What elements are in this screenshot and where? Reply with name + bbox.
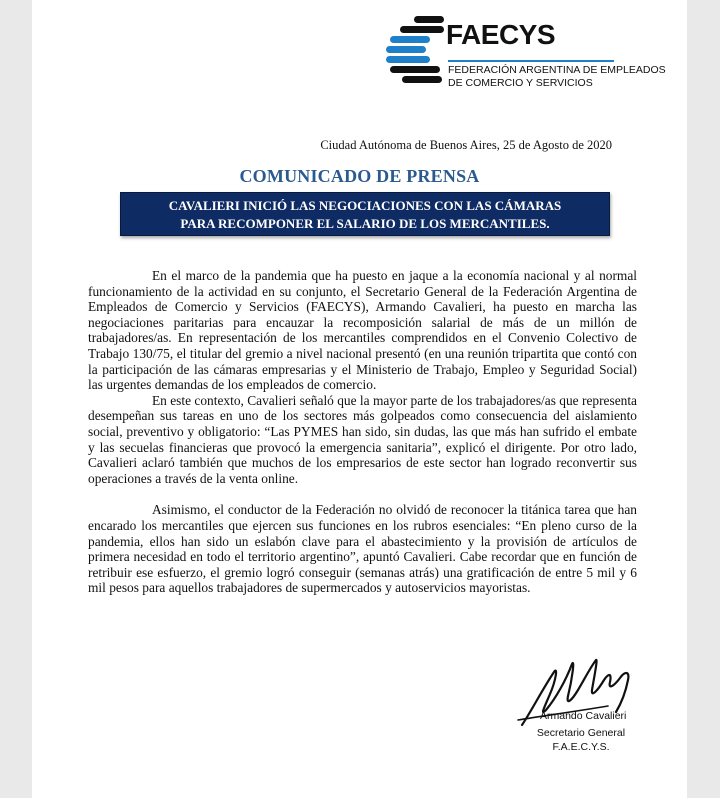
faecys-logo-icon — [384, 14, 446, 90]
signatory-role — [506, 726, 656, 754]
paragraph-2: En este contexto, Cavalieri señaló que la mayor parte de los trabajadores/as que representa desempeñan sus tareas en uno de los sectores más golpeados como consecuencia del aislamiento social, preventivo y obligatorio: “Las PYMES han sido, sin dudas, las que más han sufrido el embate y las secuelas financieras que provocó la emergencia sanitaria”, explicó el dirigente. Por otro lado, Cavalieri aclaró también que muchos de los empresarios de este sector han logrado reconvertir sus operaciones a través de la venta online. — [88, 392, 637, 486]
logo-subtitle-line2: DE COMERCIO Y SERVICIOS — [448, 76, 593, 89]
faecys-logo — [384, 14, 674, 94]
headline-box — [120, 192, 610, 236]
paragraph-3: Asimismo, el conductor de la Federación no olvidó de reconocer la titánica tarea que han encarado los mercantiles que ejercen sus funciones en los rubros esenciales: “En pleno curso de la pandemia, ellos han sido un eslabón clave para el abastecimiento y la provisión de artículos de primera necesidad en todo el territorio argentino”, apuntó Cavalieri. Cabe recordar que en función de retribuir ese esfuerzo, el gremio logró conseguir (semanas atrás) una gratificación de entre 5 mil y 6 mil pesos para aquellos trabajadores de supermercados y autoservicios mayoristas. — [88, 502, 637, 596]
signatory-name: Armando Cavalieri — [540, 710, 627, 722]
document-page — [32, 0, 687, 798]
headline-line1: CAVALIERI INICIÓ LAS NEGOCIACIONES CON LAS CÁMARAS — [168, 198, 562, 213]
logo-subtitle-line1: FEDERACIÓN ARGENTINA DE EMPLEADOS — [448, 64, 666, 76]
signatory-title: Secretario General — [536, 727, 626, 739]
logo-wordmark: FAECYS — [446, 19, 556, 50]
paragraph-1: En el marco de la pandemia que ha puesto en jaque a la economía nacional y al normal funcionamiento de la actividad en su conjunto, el Secretario General de la Federación Argentina de Empleados de Comercio y Servicios (FAECYS), Armando Cavalieri, ha puesto en marcha las negociaciones paritarias para encauzar la recomposición salarial de más de un millón de trabajadores/as. En representación de los mercantiles comprendidos en el Convenio Colectivo de Trabajo 130/75, el titular del gremio a nivel nacional presentó (en una reunión tripartita que contó con la participación de las cámaras empresarias y el Ministerio de Trabajo, Empleo y Seguridad Social) las urgentes demandas de los empleados de comercio. — [88, 268, 637, 393]
body-text — [88, 268, 637, 596]
press-title: COMUNICADO DE PRENSA — [239, 166, 480, 186]
signatory-org: F.A.E.C.Y.S. — [552, 741, 610, 753]
logo-subtitle — [448, 64, 666, 89]
logo-rule — [448, 60, 614, 62]
dateline: Ciudad Autónoma de Buenos Aires, 25 de Agosto de 2020 — [320, 138, 612, 152]
headline-line2: PARA RECOMPONER EL SALARIO DE LOS MERCANTILES. — [180, 216, 550, 231]
